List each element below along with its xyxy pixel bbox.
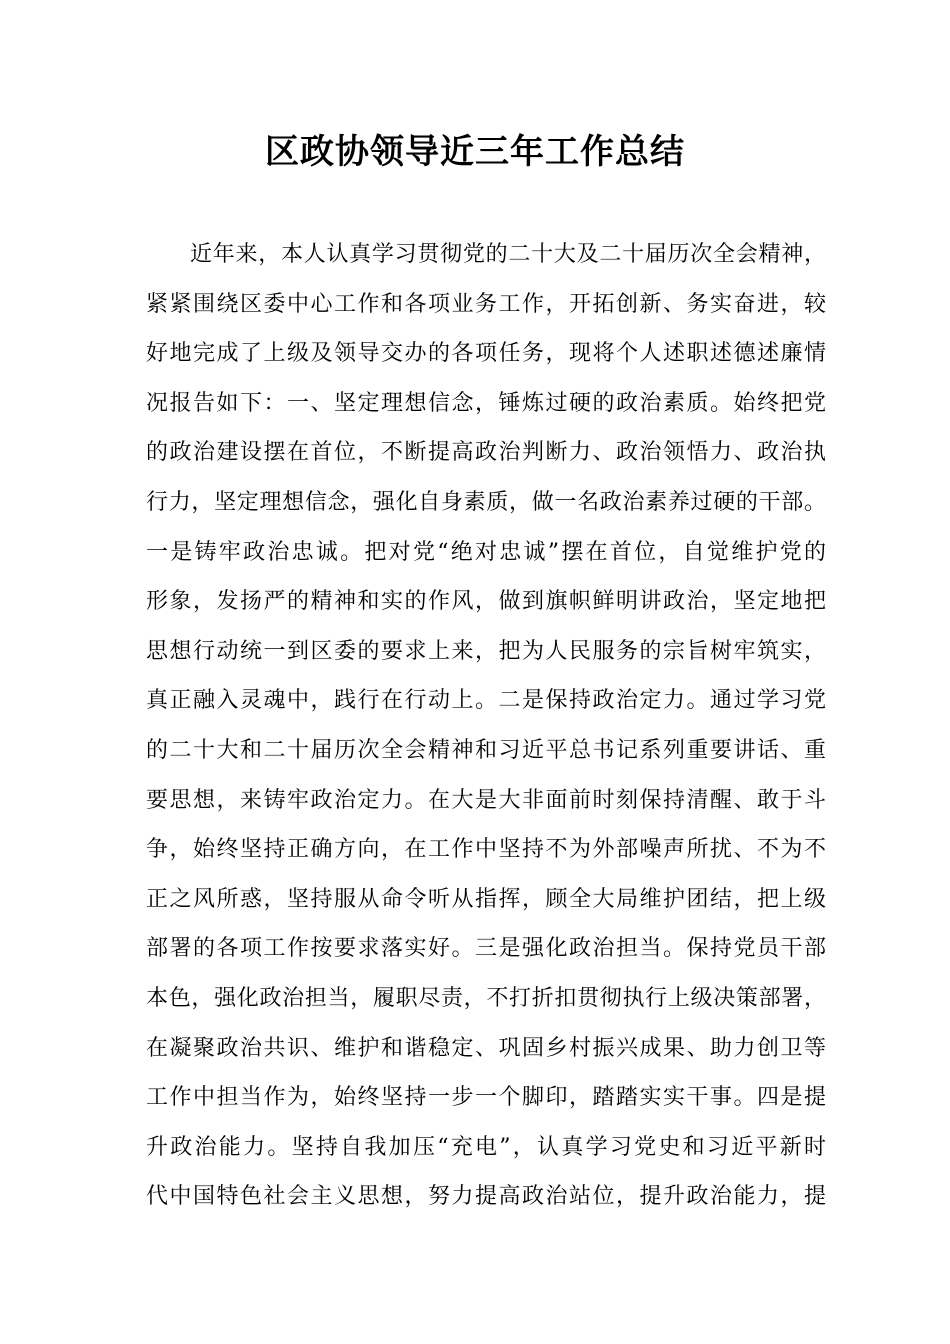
document-title: 区政协领导近三年工作总结 — [265, 132, 685, 172]
body-line: 的二十大和二十届历次全会精神和习近平总书记系列重要讲话、重 — [146, 737, 826, 763]
body-line: 紧紧围绕区委中心工作和各项业务工作，开拓创新、务实奋进，较 — [146, 291, 826, 317]
body-line: 形象，发扬严的精神和实的作风，做到旗帜鲜明讲政治，坚定地把 — [146, 589, 826, 615]
body-line: 思想行动统一到区委的要求上来，把为人民服务的宗旨树牢筑实， — [146, 638, 826, 664]
body-line: 要思想，来铸牢政治定力。在大是大非面前时刻保持清醒、敢于斗 — [146, 787, 826, 813]
body-line: 好地完成了上级及领导交办的各项任务，现将个人述职述德述廉情 — [146, 341, 826, 367]
body-line: 本色，强化政治担当，履职尽责，不打折扣贯彻执行上级决策部署， — [146, 985, 826, 1011]
body-line: 工作中担当作为，始终坚持一步一个脚印，踏踏实实干事。四是提 — [146, 1085, 826, 1111]
body-line: 正之风所惑，坚持服从命令听从指挥，顾全大局维护团结，把上级 — [146, 886, 826, 912]
body-line: 代中国特色社会主义思想，努力提高政治站位，提升政治能力，提 — [146, 1184, 826, 1210]
body-line: 一是铸牢政治忠诚。把对党“绝对忠诚”摆在首位，自觉维护党的 — [146, 539, 826, 565]
body-line: 争，始终坚持正确方向，在工作中坚持不为外部噪声所扰、不为不 — [146, 837, 826, 863]
body-line: 近年来，本人认真学习贯彻党的二十大及二十届历次全会精神， — [190, 242, 826, 267]
body-line: 在凝聚政治共识、维护和谐稳定、巩固乡村振兴成果、助力创卫等 — [146, 1035, 826, 1061]
document-body — [146, 230, 826, 1222]
body-line: 行力，坚定理想信念，强化自身素质，做一名政治素养过硬的干部。 — [146, 489, 826, 515]
body-line: 的政治建设摆在首位，不断提高政治判断力、政治领悟力、政治执 — [146, 440, 826, 466]
body-line: 部署的各项工作按要求落实好。三是强化政治担当。保持党员干部 — [146, 936, 826, 962]
body-line: 真正融入灵魂中，践行在行动上。二是保持政治定力。通过学习党 — [146, 688, 826, 714]
body-line: 况报告如下：一、坚定理想信念，锤炼过硬的政治素质。始终把党 — [146, 390, 826, 416]
body-line: 升政治能力。坚持自我加压“充电”，认真学习党史和习近平新时 — [146, 1134, 826, 1160]
